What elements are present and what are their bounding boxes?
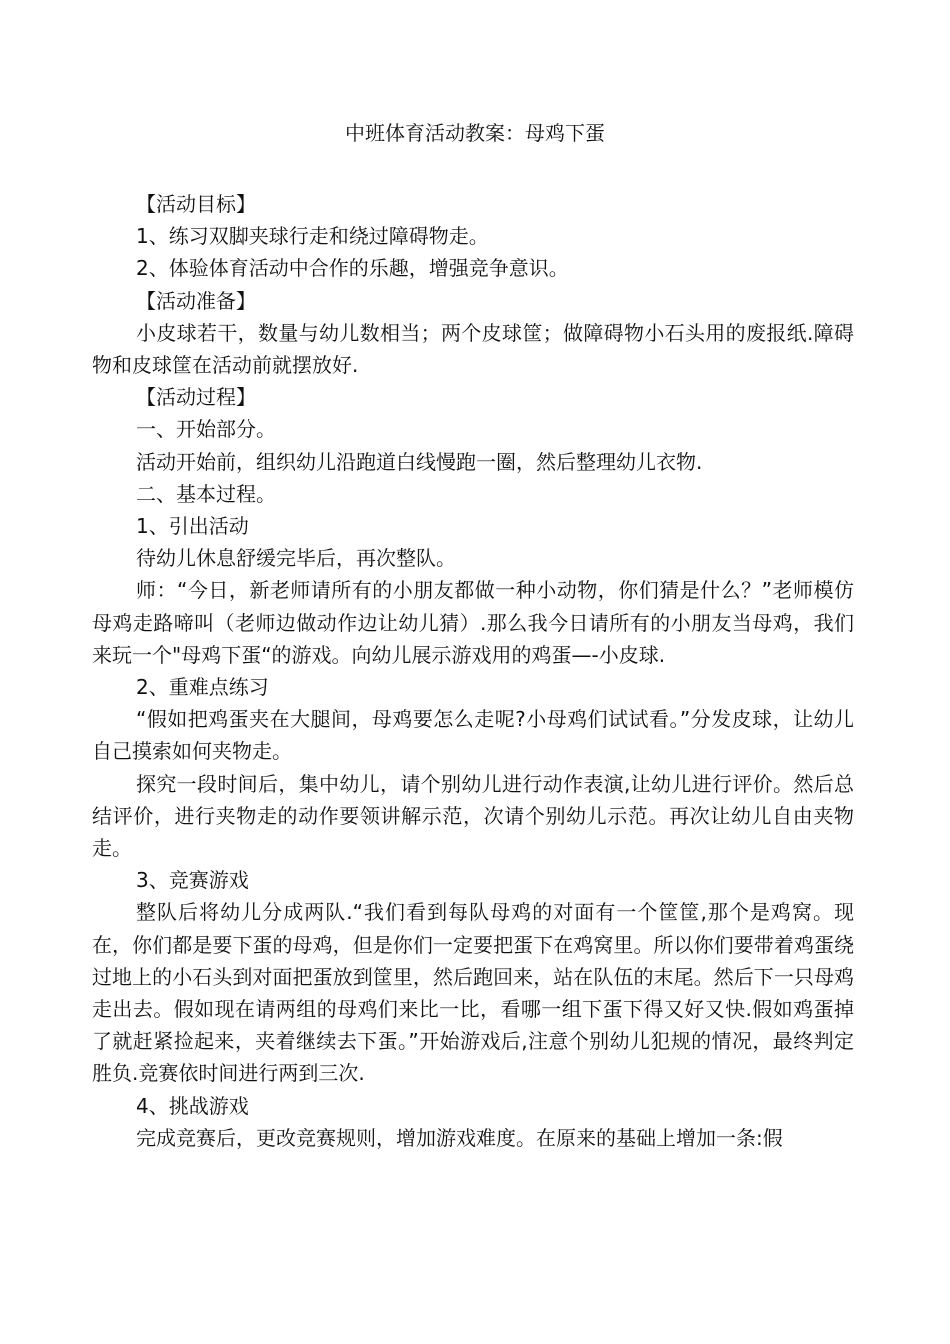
step-heading-intro: 1、引出活动 bbox=[136, 514, 249, 539]
section-heading-preparation: 【活动准备】 bbox=[136, 288, 256, 313]
challenge-paragraph: 完成竞赛后，更改竞赛规则，增加游戏难度。在原来的基础上增加一条:假 bbox=[136, 1125, 783, 1150]
intro-paragraph-1: 待幼儿休息舒缓完毕后，再次整队。 bbox=[136, 546, 456, 571]
document-title: 中班体育活动教案：母鸡下蛋 bbox=[345, 121, 605, 145]
competition-paragraph: 整队后将幼儿分成两队.“我们看到每队母鸡的对面有一个筐筐,那个是鸡窝。现在，你们都是要下蛋的母鸡，但是你们一定要把蛋下在鸡窝里。所以你们要带着鸡蛋绕过地上的小石头到对面把蛋放到筐里，然后跑回来，站在队伍的末尾。然后下一只母鸡走出去。假如现在请两组的母鸡们来比一比，看哪一组下蛋下得又好又快.假如鸡蛋掉了就赶紧捡起来，夹着继续去下蛋。”开始游戏后,注意个别幼儿犯规的情况，最终判定胜负.竞赛依时间进行两到三次. bbox=[92, 900, 854, 1086]
step-heading-competition: 3、竞赛游戏 bbox=[136, 868, 249, 893]
start-paragraph: 活动开始前，组织幼儿沿跑道白线慢跑一圈，然后整理幼儿衣物. bbox=[136, 449, 703, 474]
preparation-paragraph: 小皮球若干，数量与幼儿数相当；两个皮球筐；做障碍物小石头用的废报纸.障碍物和皮球筐在活动前就摆放好. bbox=[92, 320, 854, 378]
document-body bbox=[92, 188, 854, 1154]
step-heading-practice: 2、重难点练习 bbox=[136, 675, 269, 700]
practice-paragraph-1: “假如把鸡蛋夹在大腿间，母鸡要怎么走呢?小母鸡们试试看。”分发皮球，让幼儿自己摸索如何夹物走。 bbox=[92, 707, 854, 764]
subsection-heading-start: 一、开始部分。 bbox=[136, 417, 276, 442]
step-heading-challenge: 4、挑战游戏 bbox=[136, 1093, 249, 1118]
goal-item-1: 1、练习双脚夹球行走和绕过障碍物走。 bbox=[136, 224, 489, 249]
subsection-heading-basic: 二、基本过程。 bbox=[136, 481, 276, 506]
section-heading-process: 【活动过程】 bbox=[136, 385, 256, 410]
goal-item-2: 2、体验体育活动中合作的乐趣，增强竞争意识。 bbox=[136, 256, 569, 281]
intro-paragraph-2: 师：“今日，新老师请所有的小朋友都做一种小动物，你们猜是什么？”老师模仿母鸡走路啼叫（老师边做动作边让幼儿猜）.那么我今日请所有的小朋友当母鸡，我们来玩一个"母鸡下蛋“的游戏。向幼儿展示游戏用的鸡蛋—-小皮球. bbox=[92, 578, 854, 667]
practice-paragraph-2: 探究一段时间后，集中幼儿，请个别幼儿进行动作表演,让幼儿进行评价。然后总结评价，进行夹物走的动作要领讲解示范，次请个别幼儿示范。再次让幼儿自由夹物走。 bbox=[92, 771, 854, 861]
section-heading-goals: 【活动目标】 bbox=[136, 192, 256, 216]
